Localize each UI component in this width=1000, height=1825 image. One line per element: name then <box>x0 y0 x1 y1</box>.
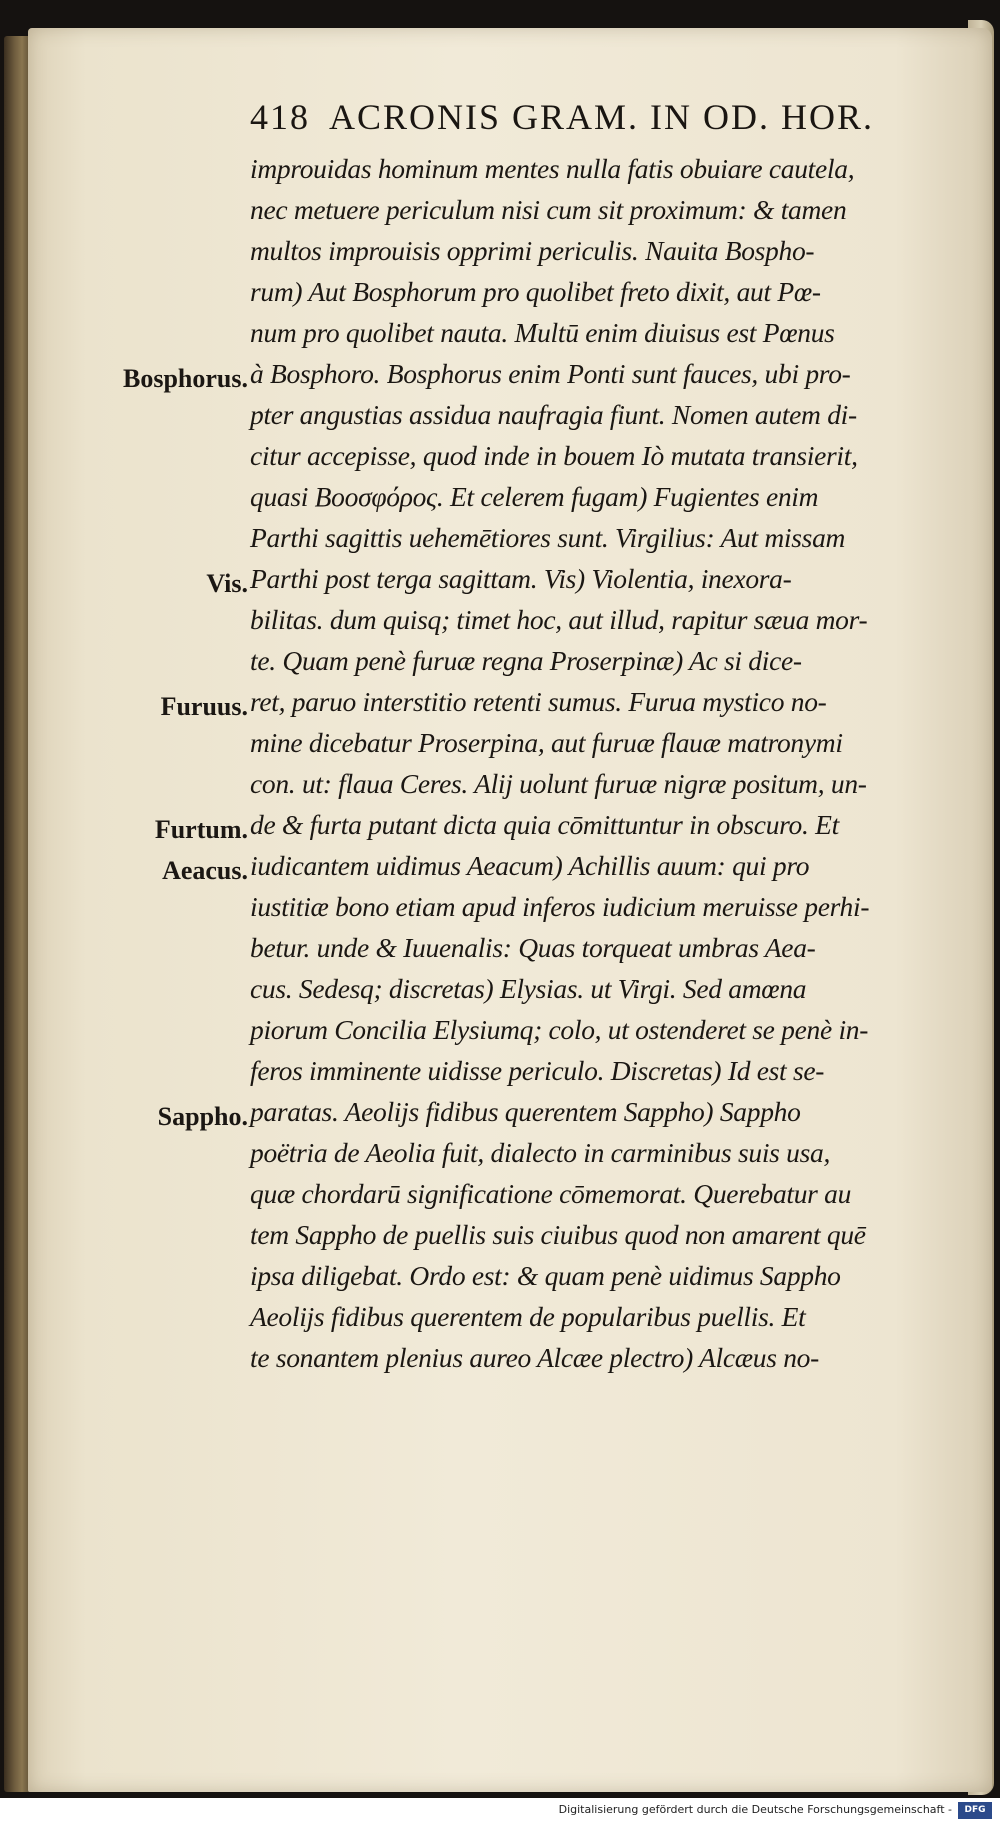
text-line: paratas. Aeolijs fidibus querentem Sappho) Sappho <box>250 1096 801 1127</box>
text-line: citur accepisse, quod inde in bouem Iò mutata transierit, <box>250 440 858 471</box>
text-line: nec metuere periculum nisi cum sit proximum: & tamen <box>250 194 847 225</box>
text-line: te sonantem plenius aureo Alcæe plectro) Alcæus no- <box>250 1342 819 1373</box>
footer-credit: Digitalisierung gefördert durch die Deutsche Forschungsgemeinschaft - <box>558 1803 952 1816</box>
text-line: improuidas hominum mentes nulla fatis obuiare cautela, <box>250 153 855 184</box>
margin-note-furuus: Furuus. <box>160 692 248 721</box>
running-title: ACRONIS GRAM. IN OD. HOR. <box>329 97 875 137</box>
text-line: Aeolijs fidibus querentem de popularibus puellis. Et <box>250 1301 806 1332</box>
text-line: tem Sappho de puellis suis ciuibus quod non amarent quē <box>250 1219 866 1250</box>
margin-note-furtum: Furtum. <box>154 815 248 844</box>
text-line: betur. unde & Iuuenalis: Quas torqueat umbras Aea- <box>250 932 816 963</box>
margin-note-bosphorus: Bosphorus. <box>123 364 248 393</box>
text-line: Parthi post terga sagittam. Vis) Violentia, inexora- <box>250 563 792 594</box>
dfg-logo: DFG <box>958 1802 992 1819</box>
margin-note-vis: Vis. <box>206 569 248 598</box>
text-line: bilitas. dum quisq; timet hoc, aut illud, rapitur sæua mor- <box>250 604 868 635</box>
text-line: à Bosphoro. Bosphorus enim Ponti sunt fauces, ubi pro- <box>250 358 851 389</box>
text-line: Parthi sagittis uehemētiores sunt. Virgilius: Aut missam <box>250 522 846 553</box>
text-line: ret, paruo interstitio retenti sumus. Furua mystico no- <box>250 686 827 717</box>
text-line: cus. Sedesq; discretas) Elysias. ut Virgi. Sed amœna <box>250 973 807 1004</box>
text-line: te. Quam penè furuæ regna Proserpinæ) Ac si dice- <box>250 645 802 676</box>
text-line: mine dicebatur Proserpina, aut furuæ flauæ matronymi <box>250 727 843 758</box>
text-line: multos improuisis opprimi periculis. Nauita Bospho- <box>250 235 815 266</box>
text-line: iudicantem uidimus Aeacum) Achillis auum: qui pro <box>250 850 810 881</box>
running-header <box>250 96 874 138</box>
text-line: feros imminente uidisse periculo. Discretas) Id est se- <box>250 1055 825 1086</box>
text-line: quæ chordarū significatione cōmemorat. Querebatur au <box>250 1178 852 1209</box>
text-line: ipsa diligebat. Ordo est: & quam penè uidimus Sappho <box>250 1260 841 1291</box>
text-line: iustitiæ bono etiam apud inferos iudicium meruisse perhi- <box>250 891 870 922</box>
text-line: poëtria de Aeolia fuit, dialecto in carminibus suis usa, <box>250 1137 831 1168</box>
page-number: 418 <box>250 97 310 137</box>
text-line: num pro quolibet nauta. Multū enim diuisus est Pœnus <box>250 317 835 348</box>
margin-note-aeacus: Aeacus. <box>162 856 248 885</box>
footer-bar <box>0 1798 1000 1825</box>
text-line: rum) Aut Bosphorum pro quolibet freto dixit, aut Pœ- <box>250 276 821 307</box>
margin-note-sappho: Sappho. <box>157 1102 248 1131</box>
text-line: pter angustias assidua naufragia fiunt. Nomen autem di- <box>250 399 857 430</box>
text-line: de & furta putant dicta quia cōmittuntur in obscuro. Et <box>250 809 839 840</box>
text-line: quasi Βοοσφόρος. Et celerem fugam) Fugientes enim <box>250 481 819 512</box>
text-line: con. ut: flaua Ceres. Alij uolunt furuæ nigræ positum, un- <box>250 768 867 799</box>
text-line: piorum Concilia Elysiumq; colo, ut ostenderet se penè in- <box>250 1014 869 1045</box>
